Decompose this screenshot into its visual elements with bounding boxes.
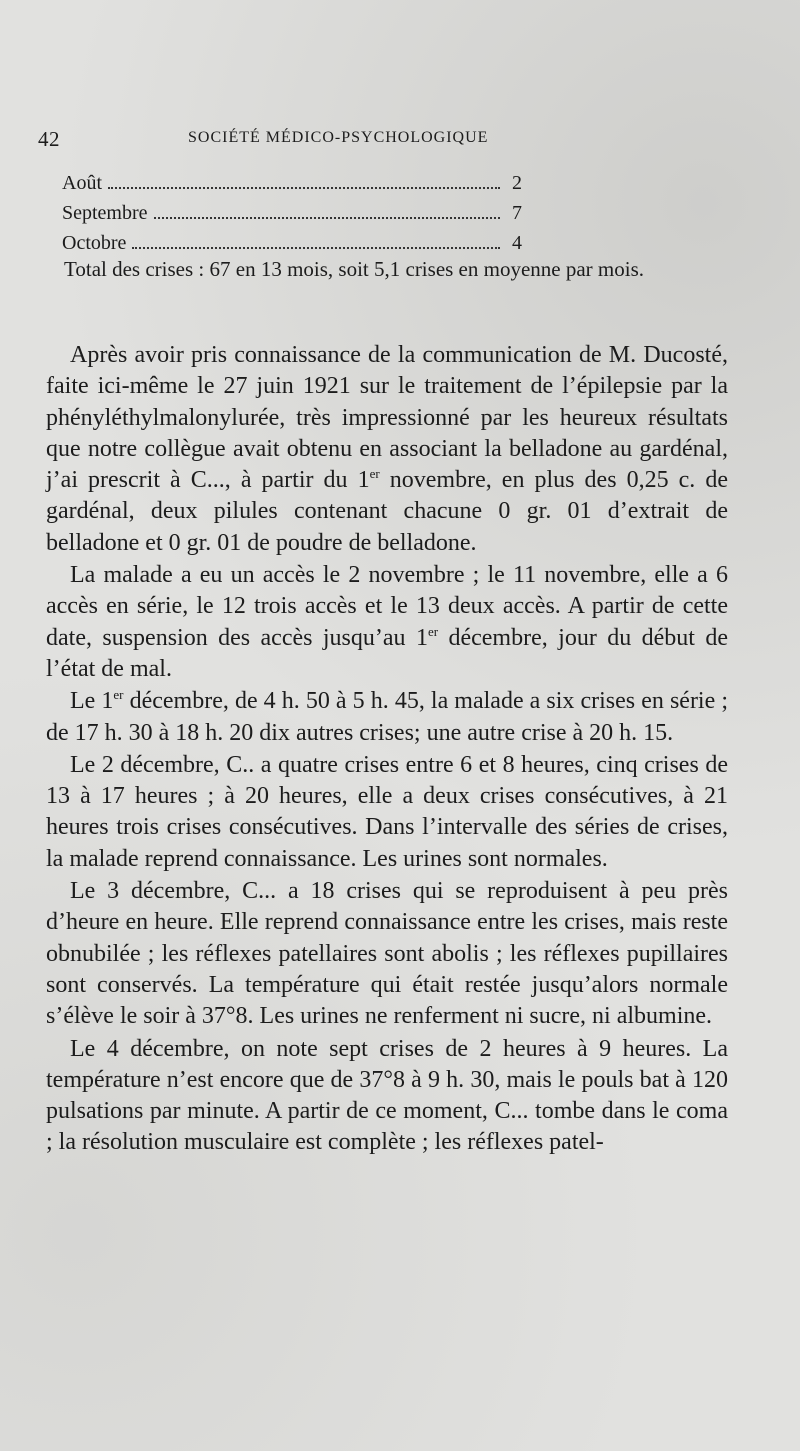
paragraph-text: décembre, jour du début de l’état de mal. (46, 624, 729, 682)
paragraph-3 (46, 686, 728, 749)
paragraph-text: décembre, de 4 h. 50 à 5 h. 45, la malade a six crises en série ; de 17 h. 30 à 18 h. 20 dix autres crises; une autre crise à 20 h. 15. (46, 688, 729, 746)
paragraph-text: Le 1 (70, 688, 114, 715)
monthly-crises-list (62, 172, 522, 262)
stat-count: 7 (512, 202, 522, 224)
stat-month: Octobre (62, 232, 127, 254)
paragraph-6: Le 4 décembre, on note sept crises de 2 heures à 9 heures. La température n’est encore que de 37°8 à 9 h. 30, mais le pouls bat à 120 pulsations par minute. A partir de ce moment, C... tombe dans le coma ; la résolution musculaire est complète ; les réflexes patel- (46, 1035, 728, 1156)
stat-row (62, 202, 522, 232)
stat-month: Septembre (62, 202, 148, 224)
page-number: 42 (38, 127, 60, 151)
paragraph-2 (46, 560, 728, 685)
superscript: er (113, 687, 124, 703)
paragraph-text: Après avoir pris connaissance de la communication de M. Ducosté, faite ici-même le 27 juin 1921 sur le traitement de l’épilepsie par la phényléthylmalonylurée, très impressionné par les heureux résultats que notre collègue avait obtenu en associant la belladone au gardénal, j’ai prescrit à C..., à partir du 1 (46, 342, 728, 494)
stat-count: 2 (512, 172, 522, 194)
stat-month: Août (62, 172, 102, 194)
journal-title: SOCIÉTÉ MÉDICO-PSYCHOLOGIQUE (188, 129, 489, 146)
stat-count: 4 (512, 232, 522, 254)
main-text (46, 340, 728, 1160)
dot-leader (154, 217, 500, 219)
total-paragraph: Total des crises : 67 en 13 mois, soit 5,1 crises en moyenne par mois. (64, 257, 645, 281)
stat-row (62, 172, 522, 202)
paragraph-4: Le 2 décembre, C.. a quatre crises entre 6 et 8 heures, cinq crises de 13 à 17 heures ; à 20 heures, elle a deux crises consécutives, à 21 heures trois crises consécutives. Dans l’intervalle des séries de crises, la malade reprend connaissance. Les urines sont normales. (46, 751, 728, 872)
paragraph-1 (46, 340, 728, 559)
paragraph-5: Le 3 décembre, C... a 18 crises qui se reproduisent à peu près d’heure en heure. Elle reprend connaissance entre les crises, mais reste obnubilée ; les réflexes patellaires sont abolis ; les réflexes pupillaires sont conservés. La température qui était restée jusqu’alors normale s’élève le soir à 37°8. Les urines ne renferment ni sucre, ni albumine. (46, 878, 728, 1030)
dot-leader (108, 187, 500, 189)
dot-leader (132, 247, 500, 249)
superscript: er (427, 623, 439, 639)
paragraph-text: La malade a eu un accès le 2 novembre ; le 11 novembre, elle a 6 accès en série, le 12 trois accès et le 13 deux accès. A partir de cette date, suspension des accès jusqu’au 1 (46, 562, 728, 651)
superscript: er (369, 466, 380, 482)
total-summary (42, 254, 728, 284)
paragraph-text: novembre, en plus des 0,25 c. de gardénal, deux pilules contenant chacune 0 gr. 01 d’extrait de belladone et 0 gr. 01 de poudre de belladone. (46, 467, 729, 556)
